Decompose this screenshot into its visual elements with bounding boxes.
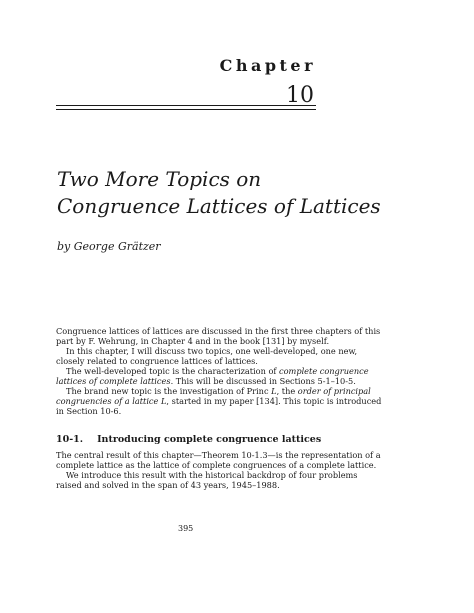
chapter-title — [57, 166, 381, 220]
p3-emphasis-a: complete congruence — [279, 366, 369, 376]
p4-math-l: L — [271, 386, 277, 396]
section-title: Introducing complete congruence lattices — [97, 434, 322, 445]
section-number: 10-1. — [56, 434, 84, 445]
chapter-title-line-2: Congruence Lattices of Lattices — [57, 194, 381, 218]
chapter-title-line-1: Two More Topics on — [57, 167, 262, 191]
section-text — [56, 450, 381, 490]
p4-emphasis-b: congruencies of a lattice L — [56, 396, 167, 406]
paragraph-4-line-1 — [56, 386, 371, 396]
section-paragraph-2-line-1: We introduce this result with the historical backdrop of four problems — [66, 470, 358, 480]
p4-emphasis-a: order of principal — [297, 386, 371, 396]
p4-text-a: The brand new topic is the investigation of Princ — [66, 386, 272, 396]
p3-text-a: The well-developed topic is the characterization of — [66, 366, 280, 376]
chapter-number: 10 — [286, 83, 314, 108]
p3-text-b: . This will be discussed in Sections 5-1–10-5. — [170, 376, 356, 386]
chapter-author: by George Grätzer — [57, 240, 161, 253]
chapter-label: Chapter — [219, 56, 316, 75]
paragraph-2-line-1: In this chapter, I will discuss two topics, one well-developed, one new, — [66, 346, 358, 356]
paragraph-1-line-2: part by F. Wehrung, in Chapter 4 and in the book [131] by myself. — [56, 336, 330, 346]
paragraph-4-line-3: in Section 10-6. — [56, 406, 122, 416]
paragraph-4-line-2 — [56, 396, 382, 406]
paragraph-3-line-2 — [56, 376, 356, 386]
section-heading — [56, 434, 321, 445]
p4-text-c: , started in my paper [134]. This topic is introduced — [166, 396, 382, 406]
p3-emphasis-b: lattices of complete lattices — [56, 376, 171, 386]
paragraph-3-line-1 — [56, 366, 369, 376]
section-paragraph-2-line-2: raised and solved in the span of 43 years, 1945–1988. — [56, 480, 280, 490]
section-paragraph-1-line-2: complete lattice as the lattice of complete congruences of a complete lattice. — [56, 460, 377, 470]
chapter-rule-top — [56, 105, 316, 106]
page-number: 395 — [178, 524, 194, 533]
section-paragraph-1-line-1: The central result of this chapter—Theorem 10-1.3—is the representation of a — [56, 450, 381, 460]
intro-text — [56, 326, 382, 416]
paragraph-1-line-1: Congruence lattices of lattices are discussed in the first three chapters of this — [56, 326, 381, 336]
paragraph-2-line-2: closely related to congruence lattices of lattices. — [56, 356, 258, 366]
chapter-rule-bottom — [56, 109, 316, 110]
p4-text-b: , the — [276, 386, 298, 396]
